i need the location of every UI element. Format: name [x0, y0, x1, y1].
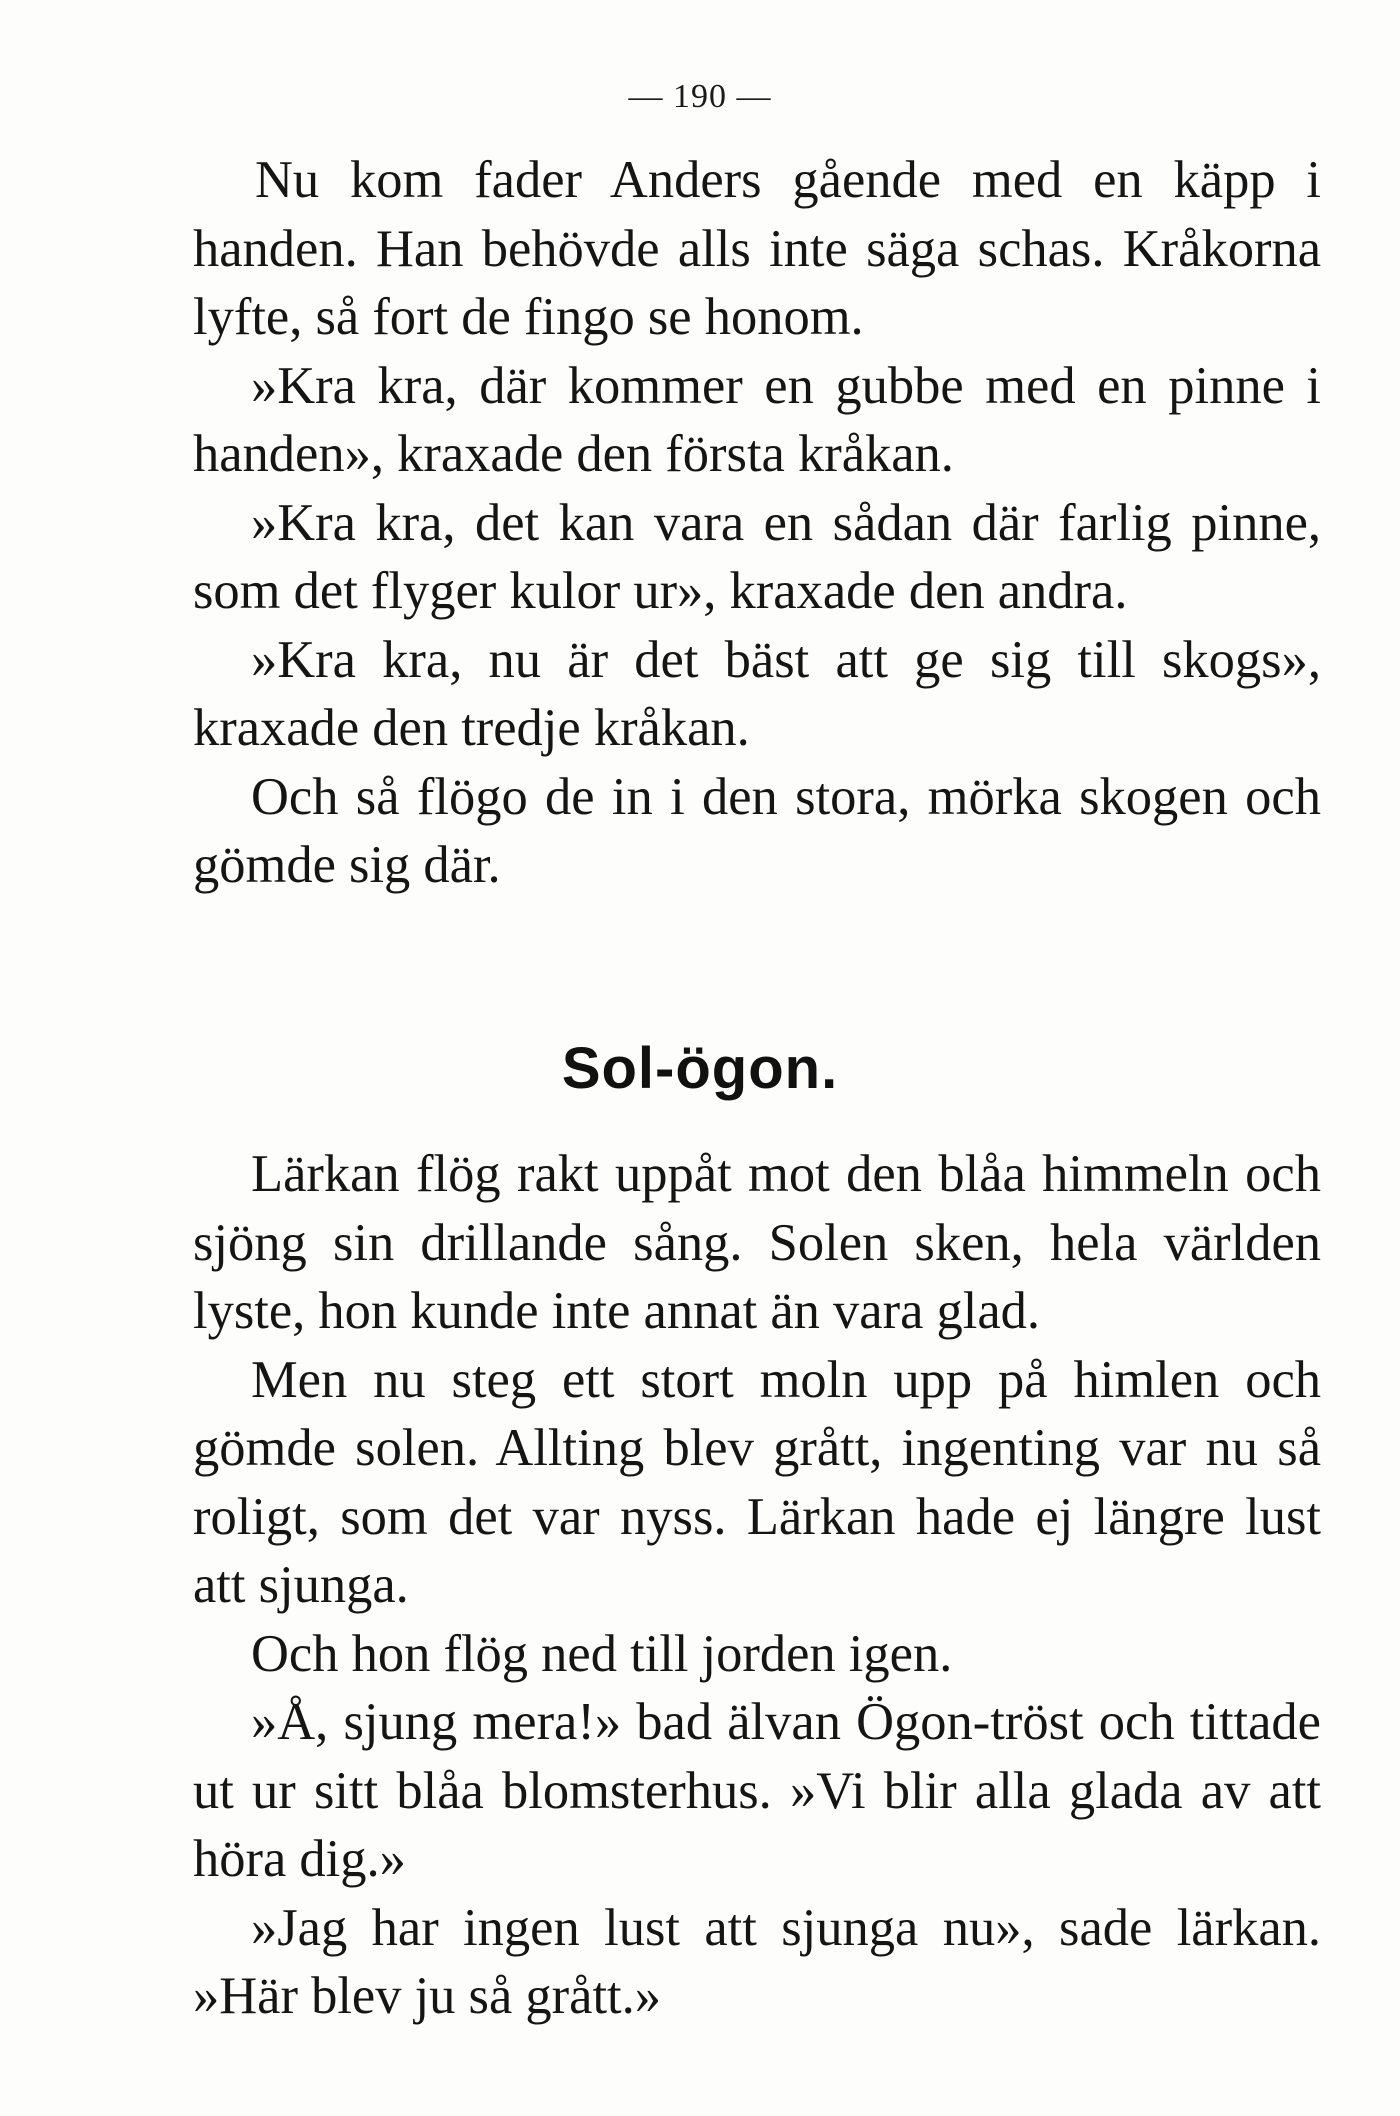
- page-number: — 190 —: [628, 78, 772, 115]
- story-two-text: [193, 1140, 1321, 2031]
- story-one-text: [193, 146, 1321, 900]
- paragraph: »Jag har ingen lust att sjunga nu», sade lärkan. »Här blev ju så grått.»: [193, 1898, 1321, 2025]
- paragraph: Och så flögo de in i den stora, mörka skogen och gömde sig där.: [193, 767, 1321, 894]
- paragraph: »Kra kra, där kommer en gubbe med en pinne i handen», kraxade den första kråkan.: [193, 356, 1321, 483]
- paragraph: Nu kom fader Anders gående med en käpp i handen. Han behövde alls inte säga schas. Kråkorna lyfte, så fort de fingo se honom.: [193, 151, 1321, 346]
- story-two-title: Sol-ögon.: [561, 1036, 839, 1101]
- paragraph: »Kra kra, nu är det bäst att ge sig till skogs», kraxade den tredje kråkan.: [193, 630, 1321, 757]
- paragraph: Lärkan flög rakt uppåt mot den blåa himmeln och sjöng sin drillande sång. Solen sken, hela världen lyste, hon kunde inte annat än vara glad.: [193, 1145, 1321, 1340]
- paragraph: »Kra kra, det kan vara en sådan där farlig pinne, som det flyger kulor ur», kraxade den andra.: [193, 493, 1321, 620]
- paragraph: Och hon flög ned till jorden igen.: [251, 1624, 953, 1683]
- paragraph: »Å, sjung mera!» bad älvan Ögon-tröst och tittade ut ur sitt blåa blomsterhus. »Vi blir alla glada av att höra dig.»: [193, 1693, 1321, 1888]
- paragraph: Men nu steg ett stort moln upp på himlen och gömde solen. Allting blev grått, ingenting var nu så roligt, som det var nyss. Lärkan hade ej längre lust att sjunga.: [193, 1350, 1321, 1614]
